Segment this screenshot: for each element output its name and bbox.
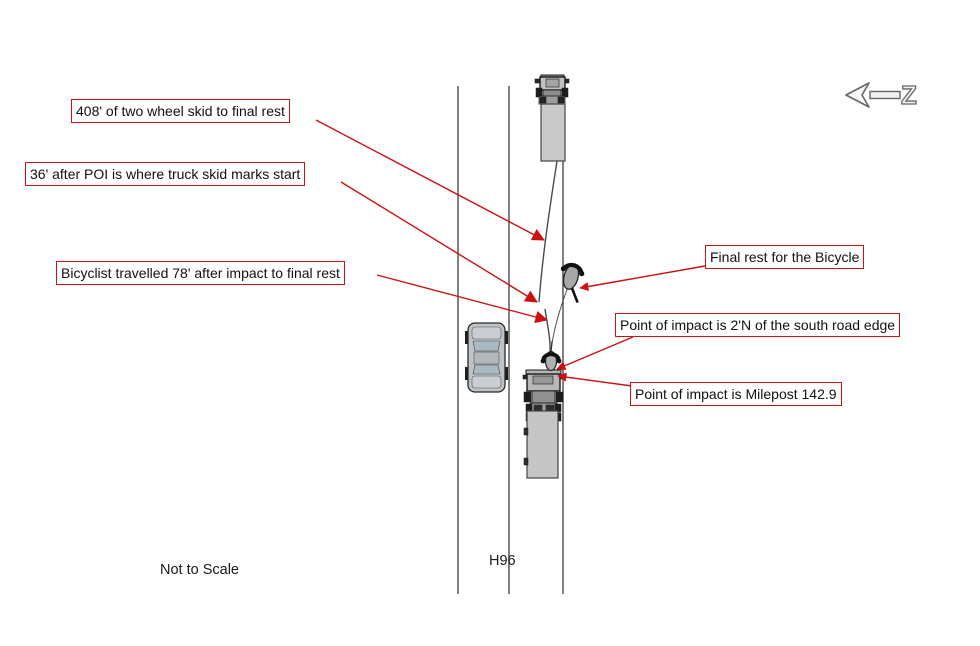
leader-bicyclist-78 [377, 275, 547, 320]
callout-poi-milepost: Point of impact is Milepost 142.9 [630, 382, 842, 406]
north-letter: Z [901, 80, 917, 110]
leader-skid-36 [341, 182, 537, 302]
callout-bicycle-final-rest: Final rest for the Bicycle [705, 245, 864, 269]
north-arrow-icon [846, 80, 917, 110]
leader-arrows [316, 120, 705, 386]
bicyclist-travel-path [551, 287, 568, 352]
passenger-car-icon [465, 323, 508, 392]
leader-poi-milepost [558, 376, 632, 386]
semi-truck-final-rest-icon [535, 75, 569, 161]
callout-skid-36: 36' after POI is where truck skid marks start [25, 162, 305, 186]
skid-marks [539, 161, 568, 356]
callout-poi-south-edge: Point of impact is 2'N of the south road edge [615, 313, 900, 337]
bicycle-at-impact-icon [541, 341, 562, 371]
callout-skid-408: 408' of two wheel skid to final rest [71, 99, 290, 123]
leader-bicycle-final [580, 266, 705, 288]
leader-poi-south-edge [557, 337, 633, 369]
truck-skid-mark-lower [545, 309, 550, 356]
scale-note-label: Not to Scale [160, 562, 239, 578]
road-name-label: H96 [489, 553, 516, 569]
truck-skid-mark-long [539, 161, 557, 302]
trailer-at-impact [527, 411, 558, 478]
leader-skid-408 [316, 120, 544, 240]
bicycle-final-rest-icon [553, 262, 586, 303]
semi-truck-at-impact-icon [523, 370, 564, 478]
trailer-final-rest [541, 104, 565, 161]
callout-bicyclist-78: Bicyclist travelled 78' after impact to final rest [56, 261, 345, 285]
